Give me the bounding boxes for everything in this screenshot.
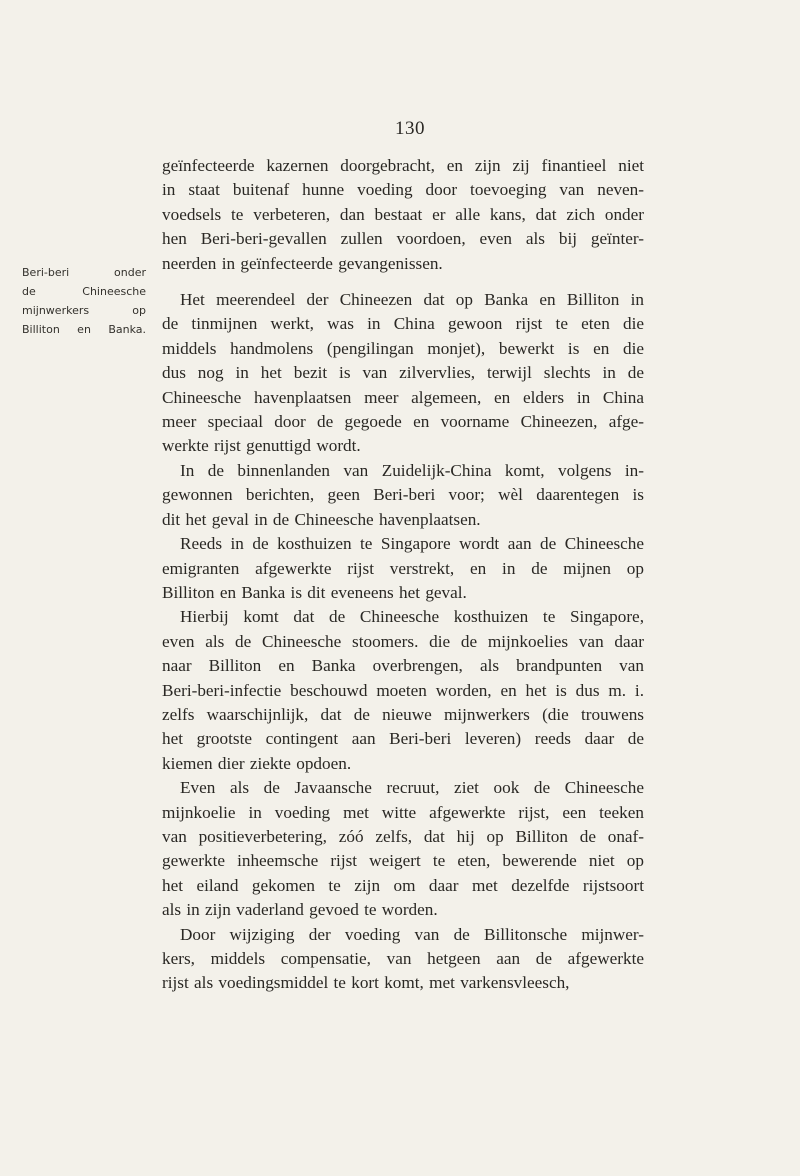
paragraph: [162, 532, 644, 605]
text-line: naar Billiton en Banka overbrengen, als brandpunten van: [162, 656, 644, 676]
text-line: Billiton en Banka is dit eveneens het geval.: [162, 582, 467, 602]
text-line: werkte rijst genuttigd wordt.: [162, 436, 361, 456]
text-line: kers, middels compensatie, van hetgeen aan de afgewerkte: [162, 949, 644, 968]
margin-note-line: de Chineesche: [22, 285, 146, 298]
text-line: Door wijziging der voeding van de Billitonsche mijnwer-: [180, 924, 644, 944]
body-text: [162, 154, 644, 996]
margin-note-line: Billiton en Banka.: [22, 323, 146, 336]
text-line: mijnkoelie in voeding met witte afgewerkte rijst, een teeken: [162, 802, 644, 822]
margin-note: [22, 263, 146, 339]
text-line: hen Beri-beri-gevallen zullen voordoen, even als bij geïnter-: [162, 229, 644, 249]
text-line: rijst als voedingsmiddel te kort komt, met varkensvleesch,: [162, 973, 570, 993]
text-line: middels handmolens (pengilingan monjet), bewerkt is en die: [162, 338, 644, 358]
margin-note-line: Beri-beri onder: [22, 266, 146, 279]
text-line: Even als de Javaansche recruut, ziet ook de Chineesche: [180, 778, 644, 798]
text-line: gewonnen berichten, geen Beri-beri voor; wèl daarentegen is: [162, 485, 644, 505]
paragraph: [162, 776, 644, 922]
paragraph: [162, 154, 644, 276]
text-line: zelfs waarschijnlijk, dat de nieuwe mijnwerkers (die trouwens: [162, 704, 644, 724]
text-line: kiemen dier ziekte opdoen.: [162, 753, 352, 773]
paragraph: [162, 605, 644, 776]
text-line: gewerkte inheemsche rijst weigert te eten, bewerende niet op: [162, 851, 644, 871]
text-line: dus nog in het bezit is van zilvervlies, terwijl slechts in de: [162, 363, 644, 383]
text-line: In de binnenlanden van Zuidelijk-China komt, volgens in-: [180, 460, 644, 480]
text-line: emigranten afgewerkte rijst verstrekt, en in de mijnen op: [162, 558, 644, 578]
margin-note-line: mijnwerkers op: [22, 304, 146, 317]
text-line: Het meerendeel der Chineezen dat op Banka en Billiton in: [180, 290, 644, 310]
text-line: even als de Chineesche stoomers. die de mijnkoelies van daar: [162, 631, 644, 651]
text-line: Reeds in de kosthuizen te Singapore wordt aan de Chineesche: [180, 534, 644, 554]
paragraph: [162, 923, 644, 996]
text-line: de tinmijnen werkt, was in China gewoon rijst te eten die: [162, 314, 644, 334]
text-line: dit het geval in de Chineesche havenplaatsen.: [162, 509, 481, 529]
text-line: het grootste contingent aan Beri-beri leveren) reeds daar de: [162, 729, 644, 749]
paragraph: [162, 288, 644, 459]
text-line: van positieverbetering, zóó zelfs, dat hij op Billiton de onaf-: [162, 826, 644, 846]
text-line: in staat buitenaf hunne voeding door toevoeging van neven-: [162, 180, 644, 200]
text-line: Beri-beri-infectie beschouwd moeten worden, en het is dus m. i.: [162, 680, 644, 700]
text-line: het eiland gekomen te zijn om daar met dezelfde rijstsoort: [162, 875, 644, 895]
paragraph: [162, 459, 644, 532]
page-number: 130: [395, 118, 425, 139]
text-line: als in zijn vaderland gevoed te worden.: [162, 900, 438, 920]
text-line: meer speciaal door de gegoede en voorname Chineezen, afge-: [162, 412, 644, 432]
text-line: voedsels te verbeteren, dan bestaat er alle kans, dat zich onder: [162, 204, 644, 224]
text-line: geïnfecteerde kazernen doorgebracht, en zijn zij finantieel niet: [162, 156, 644, 175]
text-line: Hierbij komt dat de Chineesche kosthuizen te Singapore,: [180, 607, 644, 627]
text-line: Chineesche havenplaatsen meer algemeen, en elders in China: [162, 387, 644, 407]
text-line: neerden in geïnfecteerde gevangenissen.: [162, 253, 443, 273]
